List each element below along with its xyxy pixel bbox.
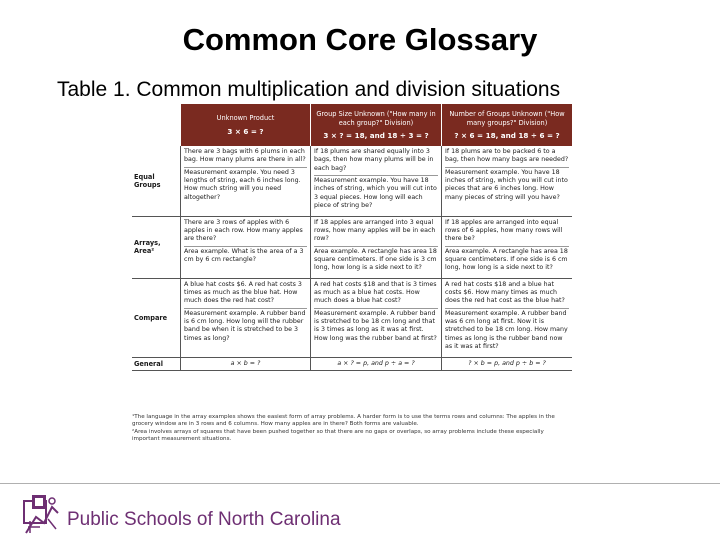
header-number-of-groups-unknown: [441, 104, 572, 146]
table-cell: There are 3 rows of apples with 6 apples in each row. How many apples are there? Area example. What is the area of a 3 cm by 6 cm rectangle?: [180, 217, 310, 278]
table-cell: a × b = ?: [180, 358, 310, 370]
table-cell: a × ? = p, and p ÷ a = ?: [310, 358, 441, 370]
footnote: ¹The language in the array examples shows the easiest form of array problems. A harder form is to use the terms rows and columns: The apples in the grocery window are in 3 rows and 6 columns. How many apples are in there? Both forms are valuable.: [132, 414, 555, 428]
table-row-arrays-area: [132, 217, 572, 279]
row-label: Equal Groups: [134, 172, 161, 189]
table-cell: If 18 apples are arranged into equal rows of 6 apples, how many rows will there be? Area example. A rectangle has area 18 square centimeters. If one side is 6 cm long, how long is a side next to it?: [441, 217, 572, 278]
dpi-logo-icon: [22, 493, 62, 540]
page-title: Common Core Glossary: [182, 22, 538, 57]
table-row-compare: [132, 279, 572, 358]
table-cell: A red hat costs $18 and a blue hat costs $6. How many times as much does the red hat cost as the blue hat? Measurement example. A rubber band was 6 cm long at first. Now it is stretched to be 18 cm long. How many times as long is the rubber band now as it was at first?: [441, 279, 572, 357]
header-unknown-product: [180, 104, 310, 146]
table-row-equal-groups: [132, 146, 572, 217]
table-cell: A blue hat costs $6. A red hat costs 3 times as much as the blue hat. How much does the red hat cost? Measurement example. A rubber band is 6 cm long. How long will the rubber band be when it is stretched to be 3 times as long?: [180, 279, 310, 357]
table-cell: If 18 plums are to be packed 6 to a bag, then how many bags are needed? Measurement example. You have 18 inches of string, which you will cut into pieces that are 6 inches long. How many pieces of string will you have?: [441, 146, 572, 216]
table-footnotes: [132, 414, 572, 443]
header-group-size-unknown: [310, 104, 441, 146]
table-cell: There are 3 bags with 6 plums in each bag. How many plums are there in all? Measurement example. You need 3 lengths of string, each 6 inches long. How much string will you need altogether?: [180, 146, 310, 216]
table-cell: If 18 apples are arranged into 3 equal rows, how many apples will be in each row? Area example. A rectangle has area 18 square centimeters. If one side is 3 cm long, how long is a side next to it?: [310, 217, 441, 278]
organization-name: Public Schools of North Carolina: [67, 509, 341, 530]
table-cell: If 18 plums are shared equally into 3 bags, then how many plums will be in each bag? Measurement example. You have 18 inches of string, which you will cut into 3 equal pieces. How long will each piece of string be?: [310, 146, 441, 216]
table-caption: Table 1. Common multiplication and division situations: [57, 78, 561, 101]
header-equation: ? × 6 = 18, and 18 ÷ 6 = ?: [454, 130, 560, 140]
header-label: Group Size Unknown ("How many in each group?" Division): [316, 110, 436, 127]
row-label: Compare: [134, 313, 168, 322]
multiplication-division-table: [132, 104, 572, 371]
header-label: Unknown Product: [216, 114, 275, 123]
table-cell: A red hat costs $18 and that is 3 times as much as a blue hat costs. How much does a blue hat cost? Measurement example. A rubber band is stretched to be 18 cm long and that is 3 times as long as it was at first. How long was the rubber band at first?: [310, 279, 441, 357]
header-equation: 3 × 6 = ?: [227, 126, 264, 136]
row-label: Arrays, Area²: [134, 239, 161, 256]
header-equation: 3 × ? = 18, and 18 ÷ 3 = ?: [323, 130, 429, 140]
header-label: Number of Groups Unknown ("How many groups?" Division): [449, 110, 565, 127]
table-row-general: [132, 358, 572, 371]
table-cell: ? × b = p, and p ÷ b = ?: [441, 358, 572, 370]
table-header-row: [180, 104, 572, 146]
row-label: General: [134, 359, 164, 368]
footnote: ²Area involves arrays of squares that have been pushed together so that there are no gaps or overlaps, so array problems include these especially important measurement situations.: [132, 428, 544, 442]
footer-divider: [0, 483, 720, 484]
